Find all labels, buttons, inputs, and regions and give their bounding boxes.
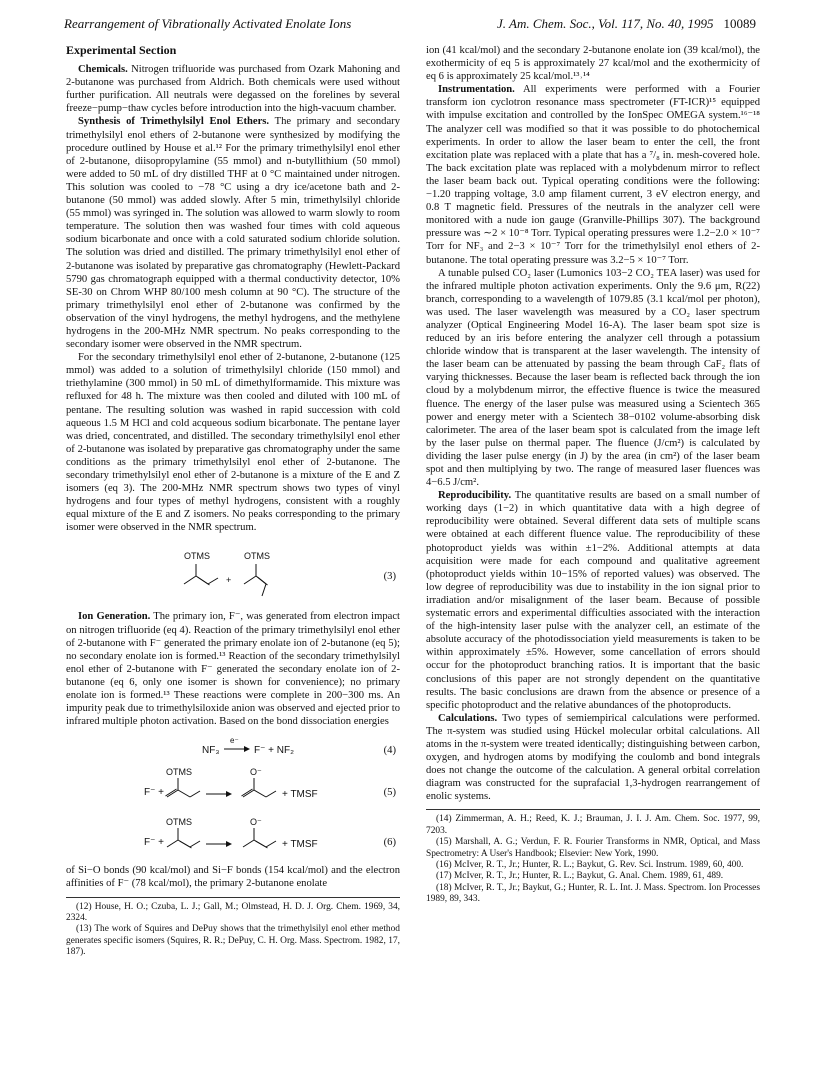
footnotes-right (426, 809, 760, 905)
equation-3 (66, 542, 400, 600)
footnote-16: (16) McIver, R. T., Jr.; Hunter, R. L.; Baykut, G. Rev. Sci. Instrum. 1989, 60, 400. (436, 860, 744, 871)
paragraph-continued: ion (41 kcal/mol) and the secondary 2-butanone enolate ion (39 kcal/mol), the exothermicity of eq 5 is approximately 27 kcal/mol and the exothermicity of eq 6 is approximately 25 kcal/mol.¹³˒¹⁴ (426, 45, 760, 83)
paragraph-secondary (66, 351, 400, 534)
running-title: Rearrangement of Vibrationally Activated Enolate Ions (64, 16, 352, 31)
eq5-o-minus-label: O⁻ (250, 767, 262, 778)
eq5-reactant-f: F⁻ + (144, 787, 165, 799)
paragraph-calculations (426, 712, 760, 804)
footnote-17: (17) McIver, R. T., Jr.; Hunter, R. L.; Baykut, G. Anal. Chem. 1989, 61, 489. (436, 871, 724, 882)
paragraph-text: The primary ion, F⁻, was generated from electron impact on nitrogen trifluoride (eq 4). Reaction of the primary trimethylsilyl enol ether of 2-butanone with F⁻ generated the primary enolate ion of 2-butanone (eq 5); no secondary enolate ion is formed.¹³ Reaction of the secondary trimethylsilyl enol ether of 2-butanone with F⁻ generated the secondary enolate ion of 2-butanone (eq 6, only one isomer is shown for convenience); no primary enolate ion is formed.¹³ These reactions were complete in 200−300 ms. An impurity peak due to trimethylsiloxide anion was observed and ejected prior to infrared multiple photon activation. Based on the bond dissociation energies (66, 611, 400, 728)
eq3-label-2: OTMS (244, 551, 270, 562)
eq3-structures (66, 542, 400, 600)
paragraph-instrumentation (426, 83, 760, 266)
eq4-products: F⁻ + NF₂ (254, 745, 294, 757)
footnote-18: (18) McIver, R. T., Jr.; Baykut, G.; Hunter, R. L. Int. J. Mass. Spectrom. Ion Processes 1989, 89, 343. (426, 882, 760, 905)
paragraph-text: The primary and secondary trimethylsilyl enol ethers of 2-butanone were synthesized by modifying the procedure outlined by House et al.¹² For the primary trimethylsilyl enol ether of 2-butanone, diisopropylamine (55 mmol) and n-butyllithium (50 mmol) were added to 50 mL of dry distilled THF at 0 °C maintained under nitrogen. This solution was cooled to −78 °C using a dry ice/acetone bath and 2-butanone (50 mmol) was added slowly. After 5 min, trimethylsilyl chloride (55 mmol) was syringed in. The solution was allowed to warm slowly to room temperature. The solution then was washed four times with cold aqueous sodium bicarbonate and once with a cold saturated sodium chloride solution. The solution was dried and distilled. The primary trimethylsilyl enol ether of 2-butanone was isolated by preparative gas chromatography (Hewlett-Packard 5790 gas chromatograph equipped with a thermal conductivity detector, 10% SE-30 on Chrom WHP 80/100 mesh column at 90 °C). The structure of the primary trimethylsilyl enol ether of 2-butanone was confirmed by the observation of the vinyl hydrogens, the methyl hydrogens, and the methylene hydrogens in the 200-MHz NMR spectrum. No peaks corresponding to the secondary isomer were observed in the NMR spectrum. (66, 116, 400, 351)
equation-4 (66, 736, 400, 758)
eq6-reactant-f: F⁻ + (144, 837, 165, 849)
page-number: 10089 (723, 16, 756, 31)
footnote-12: (12) House, H. O.; Czuba, L. J.; Gall, M.; Olmstead, H. D. J. Org. Chem. 1969, 34, 2324. (66, 901, 400, 923)
paragraph-laser (426, 267, 760, 490)
right-column (426, 44, 760, 906)
eq5-number: (5) (383, 787, 396, 799)
page-header (64, 16, 756, 34)
runin-heading: Calculations. (438, 712, 498, 724)
eq3-plus: + (226, 575, 232, 586)
eq3-label-1: OTMS (184, 551, 210, 562)
eq6-products: + TMSF (282, 839, 318, 851)
eq4-arrow-label: e⁻ (230, 736, 239, 746)
eq5-structures (66, 764, 400, 808)
runin-heading: Instrumentation. (438, 84, 515, 96)
footnote-15: (15) Marshall, A. G.; Verdun, F. R. Fourier Transforms in NMR, Optical, and Mass Spectrometry: A User's Handbook; Elsevier: New York, 1990. (426, 837, 760, 859)
equation-6 (66, 814, 400, 858)
footnote-13: (13) The work of Squires and DePuy shows that the trimethylsilyl enol ether method generates specific isomers (Squires, R. R.; DePuy, C. H. Org. Mass. Spectrom. 1982, 17, 187). (66, 924, 400, 958)
eq6-structures (66, 814, 400, 858)
eq5-otms-label: OTMS (166, 767, 192, 778)
paragraph-text: For the secondary trimethylsilyl enol ether of 2-butanone, 2-butanone (125 mmol) was added to a solution of trimethylsilyl chloride (150 mmol) and triethylamine (300 mmol) in 50 mL of dimethylformamide. This mixture was refluxed for 48 h. The mixture was then cooled and diluted with 100 mL of pentane. The resulting solution was washed in rapid succession with cold aqueous 1.5 M HCl and cold acqueous sodium bicarbonate. The pentane layer was dried, concentrated, and distilled. The secondary trimethylsilyl enol ether of 2-butanone was isolated by preparative gas chromatography under the same conditions as the primary trimethylsilyl enol ether of 2-butanone. The secondary trimethylsilyl enol ether of 2-butanone is a mixture of the E and Z isomers (eq 3). The 200-MHz NMR spectrum shows two types of vinyl hydrogens and four types of methyl hydrogens, consistent with a roughly equal mixture of the E and Z isomers. No peaks corresponding to the primary isomer were observed in the NMR spectrum. (66, 352, 400, 534)
eq4-arrow (66, 736, 400, 758)
paragraph-reproducibility (426, 489, 760, 712)
runin-heading: Chemicals. (78, 64, 128, 76)
paragraph-text: The quantitative results are based on a small number of working days (1−2) in which quantitative data with a high degree of reproducibility were obtained. Several different data sets of multiple scans were obtained at each different fluence value. The reproducibility of these photoproduct yields was within ±1−2%. Additional attempts at data acquisition were made for each compound and qualitative agreement (photoproduct yields within 10−15% of reported values) was observed. The low degree of reproducibility was due to instability in the ion signal prior to irradiation and/or misalignment of the laser beam. Because of possible systematic errors and experimental difficulties associated with the interaction of the high-intensity laser pulse with the analyzer cell, an estimate of the absolute accuracy of the photodissociation yield measurements is taken to be within approximately ±5%. However, some cancellation of errors should occur for the photoproduct branching ratios. It is important that the basic conclusions of this paper are not strongly dependent on the quantitative results. The basic conclusions are drawn from the absence or presence of a specific photoproduct and the relative abundances of the photoproducts. (426, 490, 760, 711)
eq6-number: (6) (383, 837, 396, 849)
eq3-number: (3) (383, 571, 396, 583)
journal-citation (497, 16, 756, 32)
eq5-products: + TMSF (282, 789, 318, 801)
section-title: Experimental Section (66, 43, 177, 57)
eq6-o-minus-label: O⁻ (250, 817, 262, 828)
eq4-reactant: NF₃ (202, 745, 220, 757)
paragraph-text: Nitrogen trifluoride was purchased from Ozark Mahoning and 2-butanone was purchased from Aldrich. Both chemicals were used without further purification. All neutrals were degassed on the forelines by several freeze−pump−thaw cycles before introduction into the high-vacuum chamber. (66, 64, 400, 115)
paragraph-ion-generation (66, 610, 400, 728)
paragraph-text: A tunable pulsed CO₂ laser (Lumonics 103−2 CO₂ TEA laser) was used for the infrared multiple photon activation experiments. Only the 9.6 μm, R(22) branch, corresponding to a wavelength of 1079.85 (3.1 kcal/mol per photon), was used. The laser wavelength was measured by a CO₂ laser spectrum analyzer (Optical Engineering Model 16-A). The laser beam spot size is reduced by an iris before entering the analyzer cell through a potassium chloride window that is transparent at the laser wavelength. The intensity of the laser beam can be attenuated by passing the beam through CaF₂ flats of varying thicknesses. Because the laser beam is reflected back through the ion cloud by a molybdenum mirror, the effective fluence is twice the measured fluence. The energy of the laser pulse was measured using a Scientech 365 power and energy meter with a Scientech 38−0102 volume-absorbing disk calorimeter. The area of the laser beam spot is calculated from the image left by the laser pulse on thermal paper. The fluence (J/cm²) is calculated by dividing the laser pulse energy (in J) by the area (in cm²) of the laser beam spot and then multiplying by two. The range of measured laser fluences was 4−6.5 J/cm². (426, 267, 760, 489)
footnotes-left (66, 897, 400, 959)
paragraph-text: Two types of semiempirical calculations were performed. The π-system was studied using Hückel molecular orbital calculations. All atoms in the π-system were treated identically; distinguishing between carbon, oxygen, and hydrogen atoms by modifying the coulomb and bond integrals does not change the outcome of the calculation. A general orbital correlation diagram was constructed for the suprafacial 1,3-hydrogen rearrangement of enolic systems. (426, 712, 760, 803)
paragraph-bde: of Si−O bonds (90 kcal/mol) and Si−F bonds (154 kcal/mol) and the electron affinities of F⁻ (78 kcal/mol), the primary 2-butanone enolate (66, 865, 400, 890)
paragraph-synthesis (66, 115, 400, 351)
runin-heading: Ion Generation. (78, 611, 151, 623)
left-column (66, 44, 400, 959)
runin-heading: Synthesis of Trimethylsilyl Enol Ethers. (78, 116, 270, 128)
paragraph-chemicals (66, 63, 400, 115)
eq4-number: (4) (383, 745, 396, 757)
equation-5 (66, 764, 400, 808)
journal-name: J. Am. Chem. Soc., Vol. 117, No. 40, 1995 (496, 16, 714, 31)
paragraph-text: All experiments were performed with a Fourier transform ion cyclotron resonance mass spectrometer (FT-ICR)¹⁵ equipped with impulse excitation and controlled by the IonSpec OMEGA system.¹⁶⁻¹⁸ The analyzer cell was modified so that it was possible to do photochemical experiments. In order to allow the laser beam to enter the cell, the front excitation plate was replaced with a plate that has a ⁷/₈ in. mesh-covered hole. The back excitation plate was replaced with a molybdenum mirror to reflect the laser beam back out. Typical operating conditions were the following: −1.20 trapping voltage, 3.0 amp filament current, 3 eV electron energy, and 0.8 T magnetic field. Pressures of the neutrals in the analyzer cell were monitored with a nude ion gauge (Granville-Phillips 307). The background pressure was ∼2 × 10⁻⁸ Torr. Typical operating pressures were 1.2−2.0 × 10⁻⁷ Torr for NF₃ and 2−3 × 10⁻⁷ Torr for the trimethylsilyl enol ethers of 2-butanone. The total operating pressure was 3.2−5 × 10⁻⁷ Torr. (426, 84, 760, 266)
footnote-14: (14) Zimmerman, A. H.; Reed, K. J.; Brauman, J. I. J. Am. Chem. Soc. 1977, 99, 7203. (426, 814, 760, 836)
eq6-otms-label: OTMS (166, 817, 192, 828)
runin-heading: Reproducibility. (438, 490, 512, 502)
